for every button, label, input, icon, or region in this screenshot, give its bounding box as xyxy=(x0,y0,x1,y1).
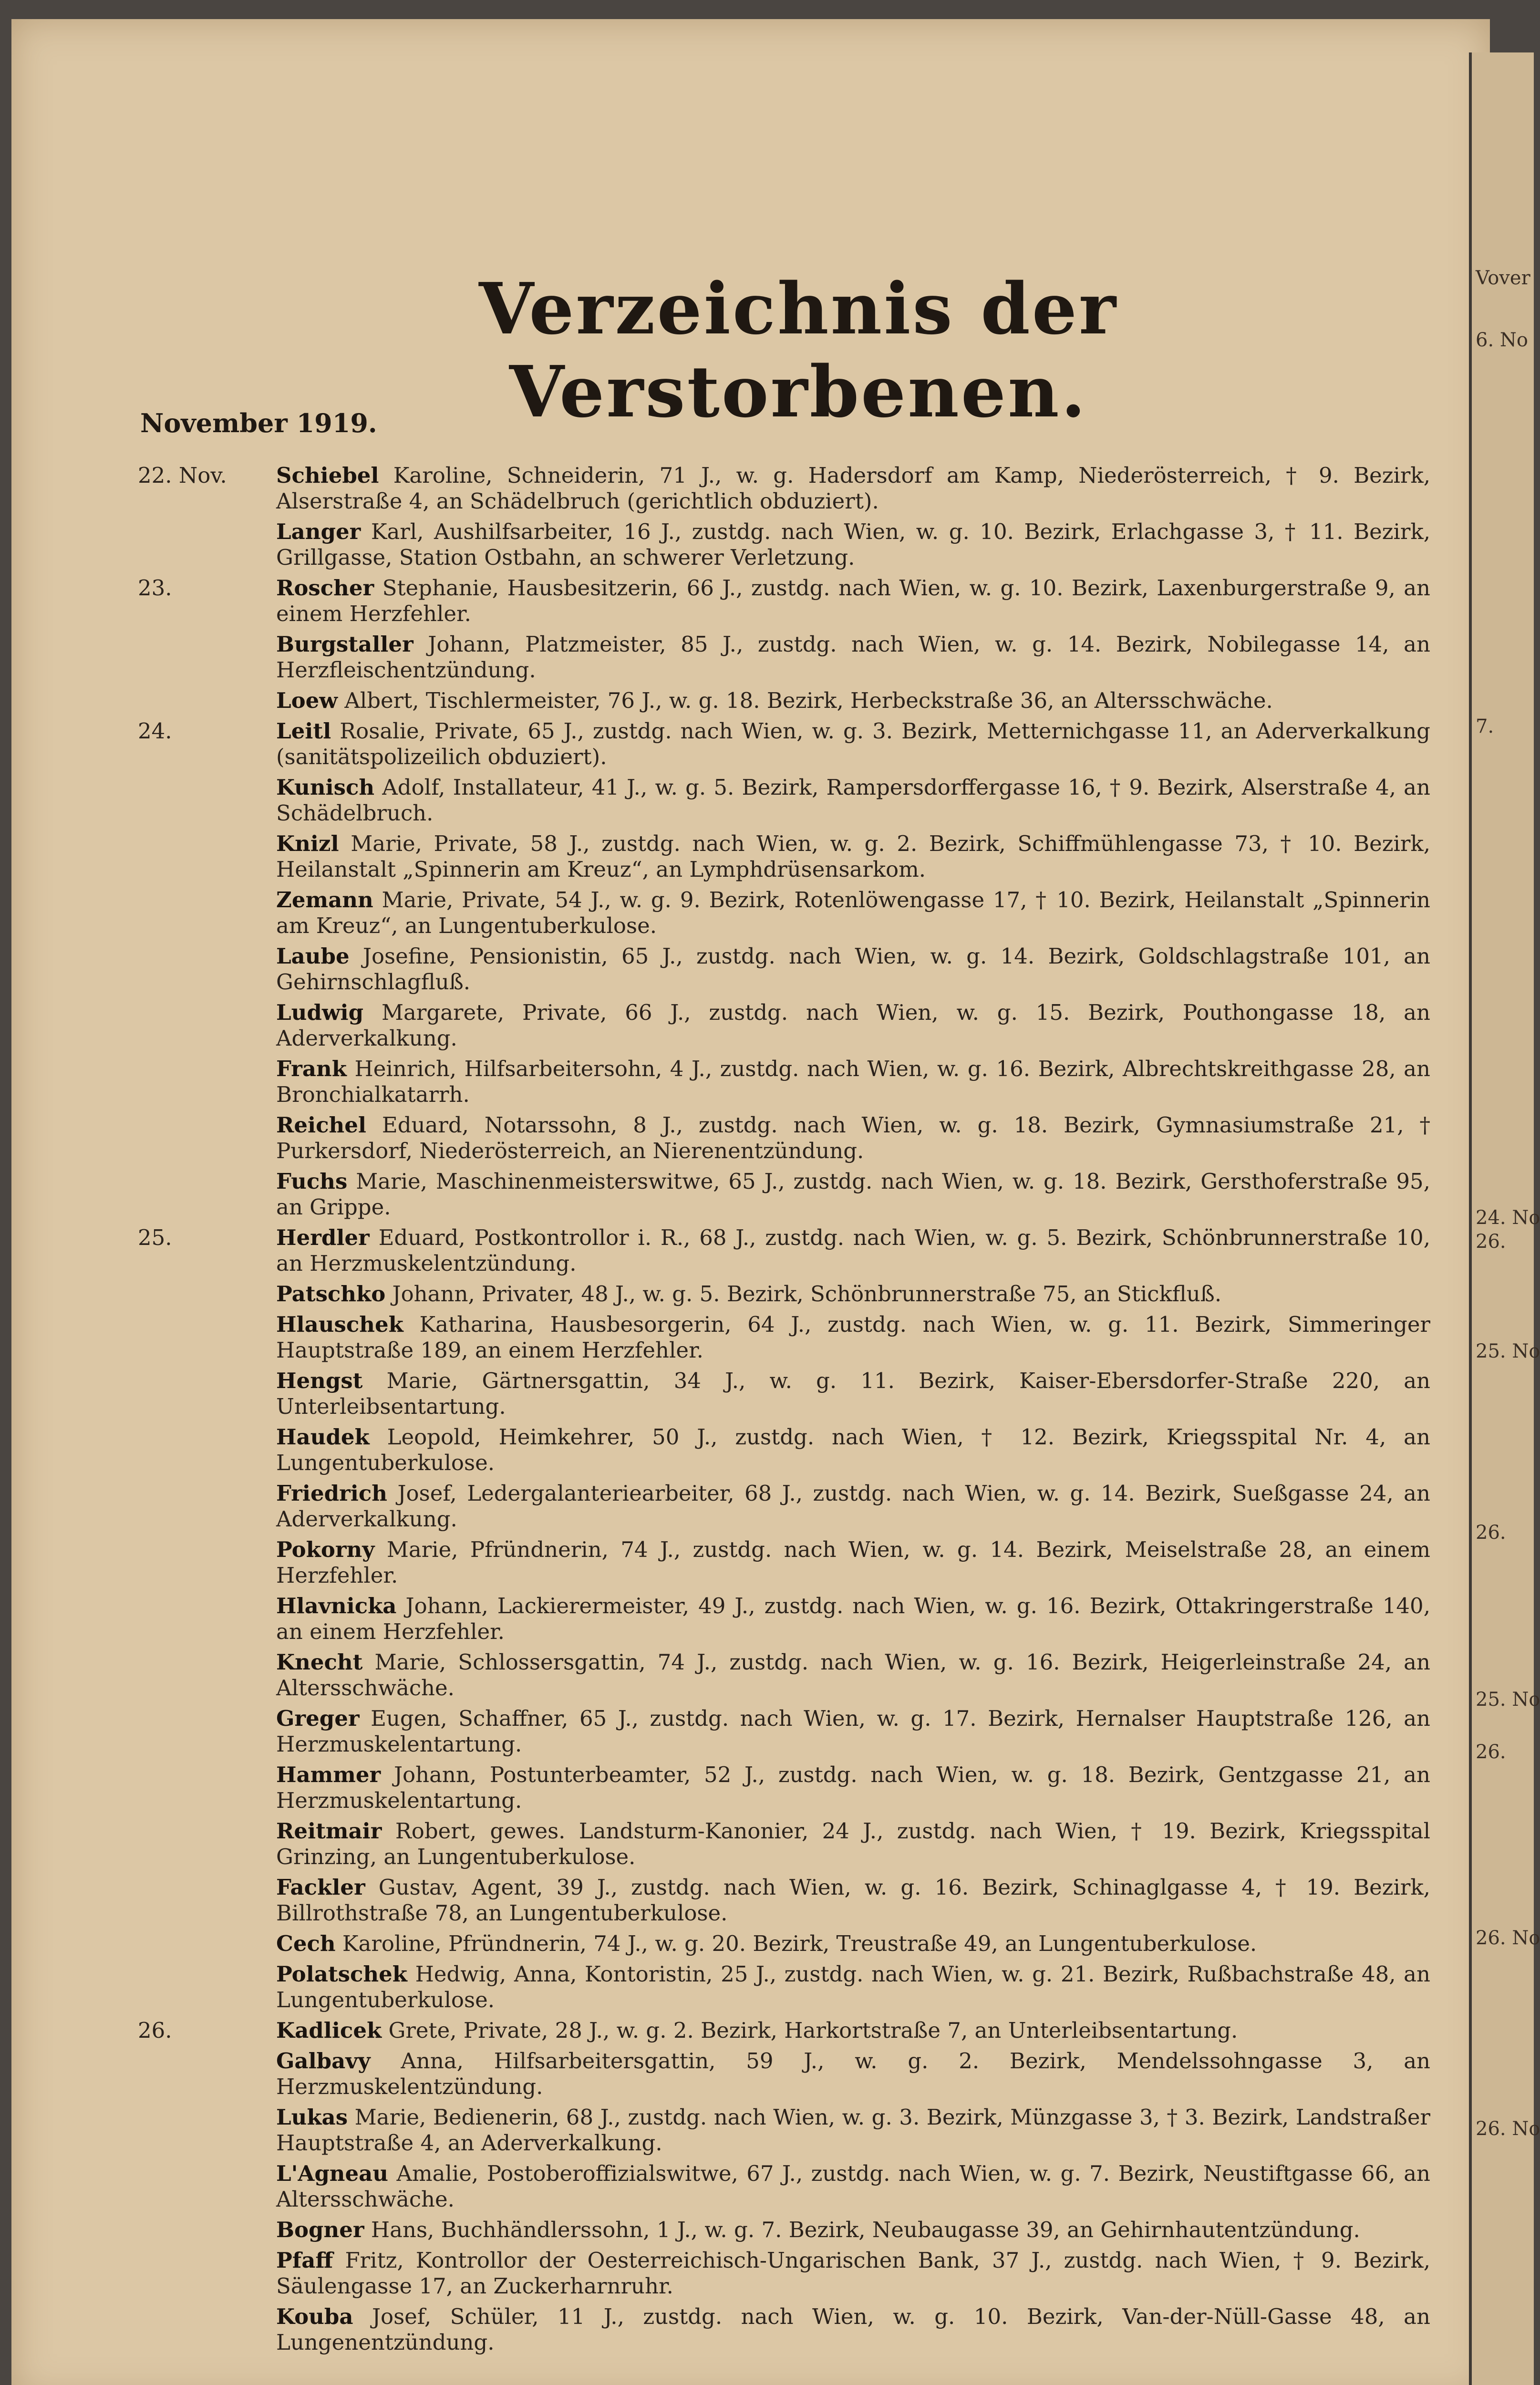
list-item xyxy=(11,632,1490,683)
entry-details: Amalie, Postoberoffizialswitwe, 67 J., zustdg. nach Wien, w. g. 7. Bezirk, Neustiftgasse 66, an Altersschwäche. xyxy=(276,2161,1430,2212)
entry-text xyxy=(276,1593,1430,1645)
list-item xyxy=(11,831,1490,882)
entry-surname: L'Agneau xyxy=(276,2161,389,2186)
entry-surname: Hengst xyxy=(276,1368,363,1393)
entry-text xyxy=(276,831,1430,882)
list-item xyxy=(11,887,1490,939)
edge-fragment: 26. xyxy=(1476,1231,1506,1253)
entry-surname: Fuchs xyxy=(276,1169,348,1194)
list-item xyxy=(11,1649,1490,1701)
entry-surname: Pfaff xyxy=(276,2248,333,2273)
entry-surname: Schiebel xyxy=(276,463,379,488)
entry-text xyxy=(276,463,1430,514)
month-heading: November 1919. xyxy=(140,408,377,438)
entry-details: Margarete, Private, 66 J., zustdg. nach Wien, w. g. 15. Bezirk, Pouthongasse 18, an Aderverkalkung. xyxy=(276,1000,1430,1051)
entry-details: Johann, Platzmeister, 85 J., zustdg. nach Wien, w. g. 14. Bezirk, Nobilegasse 14, an Herzfleischentzündung. xyxy=(276,632,1430,683)
entry-surname: Herdler xyxy=(276,1225,370,1250)
list-item xyxy=(11,463,1490,514)
entry-date: 23. xyxy=(138,575,172,601)
entry-surname: Pokorny xyxy=(276,1537,375,1562)
entry-details: Marie, Pfründnerin, 74 J., zustdg. nach Wien, w. g. 14. Bezirk, Meiselstraße 28, an einem Herzfehler. xyxy=(276,1537,1430,1588)
entry-surname: Hlavnicka xyxy=(276,1593,397,1618)
entry-surname: Roscher xyxy=(276,575,374,601)
entry-surname: Reichel xyxy=(276,1112,366,1138)
entry-surname: Cech xyxy=(276,1931,336,1956)
entry-surname: Reitmair xyxy=(276,1818,382,1844)
entry-text xyxy=(276,1537,1430,1588)
entry-text xyxy=(276,944,1430,995)
entry-text xyxy=(276,519,1430,570)
entry-text xyxy=(276,1931,1430,1957)
edge-fragment: 24. No xyxy=(1476,1207,1540,1229)
entry-text xyxy=(276,1424,1430,1476)
entry-details: Eduard, Notarssohn, 8 J., zustdg. nach Wien, w. g. 18. Bezirk, Gymnasiumstraße 21, † Purkersdorf, Niederösterreich, an Nierenentzündung. xyxy=(276,1112,1430,1163)
entry-details: Marie, Schlossersgattin, 74 J., zustdg. nach Wien, w. g. 16. Bezirk, Heigerleinstraße 24, an Altersschwäche. xyxy=(276,1649,1430,1701)
list-item xyxy=(11,1875,1490,1926)
list-item xyxy=(11,2304,1490,2355)
entry-surname: Ludwig xyxy=(276,1000,364,1025)
entry-text xyxy=(276,2048,1430,2100)
list-item xyxy=(11,1424,1490,1476)
entry-text xyxy=(276,688,1430,714)
entry-details: Eugen, Schaffner, 65 J., zustdg. nach Wien, w. g. 17. Bezirk, Hernalser Hauptstraße 126, an Herzmuskelentartung. xyxy=(276,1706,1431,1757)
entry-text xyxy=(276,1000,1430,1051)
entry-details: Johann, Postunterbeamter, 52 J., zustdg. nach Wien, w. g. 18. Bezirk, Gentzgasse 21, an Herzmuskelentartung. xyxy=(276,1762,1430,1813)
entry-surname: Fackler xyxy=(276,1875,365,1900)
entry-details: Grete, Private, 28 J., w. g. 2. Bezirk, Harkortstraße 7, an Unterleibsentartung. xyxy=(388,2018,1238,2043)
list-item xyxy=(11,1961,1490,2013)
entry-date: 25. xyxy=(138,1225,172,1250)
entry-text xyxy=(276,1312,1430,1363)
list-item xyxy=(11,1281,1490,1307)
list-item xyxy=(11,2161,1490,2212)
entry-surname: Lukas xyxy=(276,2105,348,2130)
entry-details: Anna, Hilfsarbeitersgattin, 59 J., w. g. 2. Bezirk, Mendelssohngasse 3, an Herzmuskelentzündung. xyxy=(276,2048,1431,2099)
entry-text xyxy=(276,2105,1430,2156)
edge-fragment: 26. xyxy=(1476,1741,1506,1763)
list-item xyxy=(11,1762,1490,1814)
entry-surname: Kadlicek xyxy=(276,2018,382,2043)
entry-details: Marie, Maschinenmeisterswitwe, 65 J., zustdg. nach Wien, w. g. 18. Bezirk, Gersthoferstraße 95, an Grippe. xyxy=(276,1169,1430,1220)
document-page xyxy=(11,19,1490,2385)
adjacent-page-edge xyxy=(1469,52,1540,2385)
entry-surname: Haudek xyxy=(276,1424,370,1450)
entry-text xyxy=(276,1706,1430,1757)
edge-fragment: 6. No xyxy=(1476,329,1528,351)
entry-details: Karl, Aushilfsarbeiter, 16 J., zustdg. nach Wien, w. g. 10. Bezirk, Erlachgasse 3, † 11. Bezirk, Grillgasse, Station Ostbahn, an schwerer Verletzung. xyxy=(276,519,1430,570)
entry-surname: Langer xyxy=(276,519,361,544)
list-item xyxy=(11,775,1490,826)
entry-text xyxy=(276,1368,1430,1420)
entry-text xyxy=(276,887,1430,939)
entry-text xyxy=(276,2161,1430,2212)
list-item xyxy=(11,1368,1490,1420)
entry-details: Katharina, Hausbesorgerin, 64 J., zustdg. nach Wien, w. g. 11. Bezirk, Simmeringer Hauptstraße 189, an einem Herzfehler. xyxy=(276,1312,1430,1363)
entry-surname: Hlauschek xyxy=(276,1312,403,1337)
entry-details: Heinrich, Hilfsarbeitersohn, 4 J., zustdg. nach Wien, w. g. 16. Bezirk, Albrechtskreithgasse 28, an Bronchialkatarrh. xyxy=(276,1056,1430,1107)
entry-surname: Patschko xyxy=(276,1281,386,1307)
entry-details: Marie, Private, 58 J., zustdg. nach Wien, w. g. 2. Bezirk, Schiffmühlengasse 73, † 10. Bezirk, Heilanstalt „Spinnerin am Kreuz“, an Lymphdrüsensarkom. xyxy=(276,831,1430,882)
edge-fragment: 25. No xyxy=(1476,1689,1540,1711)
entry-details: Marie, Private, 54 J., w. g. 9. Bezirk, Rotenlöwengasse 17, † 10. Bezirk, Heilanstalt „Spinnerin am Kreuz“, an Lungentuberkulose. xyxy=(276,887,1430,938)
death-register-list xyxy=(11,463,1490,2360)
list-item xyxy=(11,575,1490,627)
entry-text xyxy=(276,575,1430,627)
list-item xyxy=(11,1000,1490,1051)
entry-surname: Zemann xyxy=(276,887,373,913)
entry-surname: Friedrich xyxy=(276,1481,387,1506)
entry-text xyxy=(276,1225,1430,1276)
edge-fragment: 26. xyxy=(1476,1522,1506,1544)
list-item xyxy=(11,1481,1490,1532)
entry-text xyxy=(276,2304,1430,2355)
entry-text xyxy=(276,1112,1430,1164)
list-item xyxy=(11,519,1490,570)
entry-text xyxy=(276,1056,1430,1108)
entry-details: Fritz, Kontrollor der Oesterreichisch-Ungarischen Bank, 37 J., zustdg. nach Wien, † 9. Bezirk, Säulengasse 17, an Zuckerharnruhr. xyxy=(276,2248,1431,2299)
list-item xyxy=(11,1593,1490,1645)
entry-text xyxy=(276,775,1430,826)
entry-details: Johann, Privater, 48 J., w. g. 5. Bezirk, Schönbrunnerstraße 75, an Stickfluß. xyxy=(392,1281,1222,1307)
entry-details: Leopold, Heimkehrer, 50 J., zustdg. nach Wien, † 12. Bezirk, Kriegsspital Nr. 4, an Lungentuberkulose. xyxy=(276,1424,1430,1475)
entry-details: Josef, Schüler, 11 J., zustdg. nach Wien, w. g. 10. Bezirk, Van-der-Nüll-Gasse 48, an Lungenentzündung. xyxy=(276,2304,1430,2355)
edge-fragment: 26. No xyxy=(1476,1927,1540,1949)
entry-date: 22. Nov. xyxy=(138,463,227,488)
entry-surname: Greger xyxy=(276,1706,360,1731)
entry-date: 26. xyxy=(138,2018,172,2043)
entry-details: Karoline, Schneiderin, 71 J., w. g. Hadersdorf am Kamp, Niederösterreich, † 9. Bezirk, Alserstraße 4, an Schädelbruch (gerichtlich obduziert). xyxy=(276,463,1430,514)
entry-surname: Bogner xyxy=(276,2217,364,2242)
entry-details: Hans, Buchhändlerssohn, 1 J., w. g. 7. Bezirk, Neubaugasse 39, an Gehirnhautentzündung. xyxy=(371,2217,1360,2242)
entry-surname: Polatschek xyxy=(276,1961,407,1987)
entry-text xyxy=(276,1762,1430,1814)
entry-details: Marie, Gärtnersgattin, 34 J., w. g. 11. Bezirk, Kaiser-Ebersdorfer-Straße 220, an Unterleibsentartung. xyxy=(276,1368,1431,1419)
entry-surname: Kouba xyxy=(276,2304,353,2329)
page-title: Verzeichnis der Verstorbenen. xyxy=(479,267,1118,433)
entry-details: Adolf, Installateur, 41 J., w. g. 5. Bezirk, Rampersdorffergasse 16, † 9. Bezirk, Alserstraße 4, an Schädelbruch. xyxy=(276,775,1430,826)
entry-surname: Knizl xyxy=(276,831,339,856)
list-item xyxy=(11,2217,1490,2243)
entry-details: Marie, Bedienerin, 68 J., zustdg. nach Wien, w. g. 3. Bezirk, Münzgasse 3, † 3. Bezirk, Landstraßer Hauptstraße 4, an Aderverkalkung. xyxy=(276,2105,1430,2156)
entry-text xyxy=(276,1481,1430,1532)
entry-text xyxy=(276,632,1430,683)
entry-text xyxy=(276,1818,1430,1870)
entry-text xyxy=(276,2018,1430,2043)
entry-text xyxy=(276,1961,1430,2013)
entry-text xyxy=(276,2248,1430,2299)
entry-surname: Knecht xyxy=(276,1649,363,1675)
entry-details: Robert, gewes. Landsturm-Kanonier, 24 J., zustdg. nach Wien, † 19. Bezirk, Kriegsspital Grinzing, an Lungentuberkulose. xyxy=(276,1818,1430,1869)
list-item xyxy=(11,944,1490,995)
list-item xyxy=(11,718,1490,770)
list-item xyxy=(11,1312,1490,1363)
edge-fragment: 25. No xyxy=(1476,1340,1540,1362)
entry-details: Eduard, Postkontrollor i. R., 68 J., zustdg. nach Wien, w. g. 5. Bezirk, Schönbrunnerstraße 10, an Herzmuskelentzündung. xyxy=(276,1225,1430,1276)
list-item xyxy=(11,1056,1490,1108)
list-item xyxy=(11,1112,1490,1164)
entry-date: 24. xyxy=(138,718,172,744)
list-item xyxy=(11,2248,1490,2299)
entry-details: Albert, Tischlermeister, 76 J., w. g. 18. Bezirk, Herbeckstraße 36, an Altersschwäche. xyxy=(344,688,1273,713)
entry-surname: Laube xyxy=(276,944,350,969)
entry-details: Karoline, Pfründnerin, 74 J., w. g. 20. Bezirk, Treustraße 49, an Lungentuberkulose. xyxy=(342,1931,1257,1956)
entry-details: Johann, Lackierermeister, 49 J., zustdg. nach Wien, w. g. 16. Bezirk, Ottakringerstraße 140, an einem Herzfehler. xyxy=(276,1593,1430,1644)
edge-fragment: 7. xyxy=(1476,716,1494,737)
entry-surname: Kunisch xyxy=(276,775,375,800)
list-item xyxy=(11,1537,1490,1588)
entry-surname: Loew xyxy=(276,688,338,713)
entry-surname: Leitl xyxy=(276,718,331,744)
list-item xyxy=(11,688,1490,714)
list-item xyxy=(11,1225,1490,1276)
entry-text xyxy=(276,1875,1430,1926)
entry-text xyxy=(276,1281,1430,1307)
entry-text xyxy=(276,718,1430,770)
list-item xyxy=(11,1706,1490,1757)
edge-fragment: Vover xyxy=(1476,267,1530,289)
list-item xyxy=(11,2105,1490,2156)
entry-details: Stephanie, Hausbesitzerin, 66 J., zustdg. nach Wien, w. g. 10. Bezirk, Laxenburgerstraße 9, an einem Herzfehler. xyxy=(276,575,1431,626)
entry-surname: Galbavy xyxy=(276,2048,371,2074)
list-item xyxy=(11,1818,1490,1870)
entry-surname: Burgstaller xyxy=(276,632,413,657)
entry-text xyxy=(276,1649,1430,1701)
list-item xyxy=(11,1169,1490,1220)
list-item xyxy=(11,2048,1490,2100)
entry-text xyxy=(276,2217,1430,2243)
list-item xyxy=(11,1931,1490,1957)
entry-details: Gustav, Agent, 39 J., zustdg. nach Wien, w. g. 16. Bezirk, Schinaglgasse 4, † 19. Bezirk, Billrothstraße 78, an Lungentuberkulose. xyxy=(276,1875,1430,1926)
entry-surname: Frank xyxy=(276,1056,347,1081)
entry-details: Rosalie, Private, 65 J., zustdg. nach Wien, w. g. 3. Bezirk, Metternichgasse 11, an Aderverkalkung (sanitätspolizeilich obduziert). xyxy=(276,718,1430,769)
entry-text xyxy=(276,1169,1430,1220)
entry-details: Josefine, Pensionistin, 65 J., zustdg. nach Wien, w. g. 14. Bezirk, Goldschlagstraße 101, an Gehirnschlagfluß. xyxy=(276,944,1430,995)
entry-details: Josef, Ledergalanteriearbeiter, 68 J., zustdg. nach Wien, w. g. 14. Bezirk, Sueßgasse 24, an Aderverkalkung. xyxy=(276,1481,1430,1532)
entry-details: Hedwig, Anna, Kontoristin, 25 J., zustdg. nach Wien, w. g. 21. Bezirk, Rußbachstraße 48, an Lungentuberkulose. xyxy=(276,1961,1430,2012)
entry-surname: Hammer xyxy=(276,1762,381,1787)
edge-fragment: 26. No xyxy=(1476,2118,1540,2140)
list-item xyxy=(11,2018,1490,2043)
